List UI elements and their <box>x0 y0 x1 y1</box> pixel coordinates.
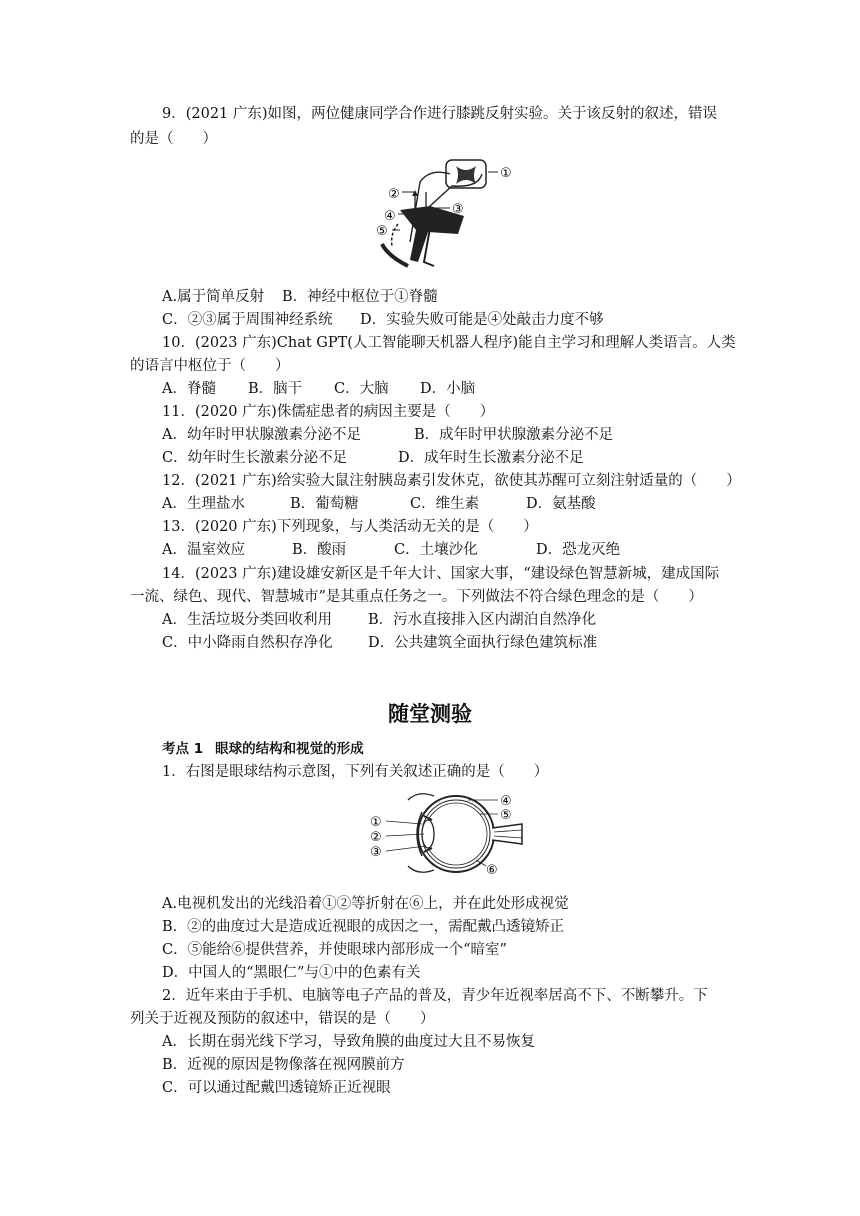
s2-option-b: B．近视的原因是物像落在视网膜前方 <box>162 1057 405 1073</box>
q13-option-c: C．土壤沙化 <box>394 542 478 558</box>
q10-option-d: D．小脑 <box>420 381 476 397</box>
eyeball-structure-figure <box>368 786 528 878</box>
q12-option-c: C．维生素 <box>410 496 480 512</box>
s1-option-c: C．⑤能给⑥提供营养，并使眼球内部形成一个“暗室” <box>162 942 507 958</box>
s2-option-c: C．可以通过配戴凹透镜矫正近视眼 <box>162 1080 391 1096</box>
topic-label: 考点 1 <box>162 741 204 757</box>
s1-figure-label-6: ⑥ <box>486 863 498 878</box>
section-title: 随堂测验 <box>388 702 472 726</box>
topic-text: 眼球的结构和视觉的形成 <box>215 741 364 757</box>
topic-heading <box>162 739 376 759</box>
q9-stem-line2: 的是（ ） <box>130 131 217 147</box>
s1-figure-label-4: ④ <box>500 794 512 809</box>
q12-stem: 12．(2021 广东)给实验大鼠注射胰岛素引发休克，欲使其苏醒可立刻注射适量的（ ） <box>162 473 741 489</box>
q13-stem: 13．(2020 广东)下列现象，与人类活动无关的是（ ） <box>162 519 538 535</box>
q10-option-a: A．脊髓 <box>162 381 216 397</box>
s1-figure-label-3: ③ <box>370 845 382 860</box>
q14-stem-line1: 14．(2023 广东)建设雄安新区是千年大计、国家大事，“建设绿色智慧新城，建成国际 <box>162 566 720 582</box>
q10-option-b: B．脑干 <box>248 381 303 397</box>
q9-figure-label-4: ④ <box>384 209 396 224</box>
s1-figure-label-2: ② <box>370 830 382 845</box>
q11-stem: 11．(2020 广东)侏儒症患者的病因主要是（ ） <box>162 404 495 420</box>
q14-option-a: A．生活垃圾分类回收利用 <box>162 612 332 628</box>
s2-option-a: A．长期在弱光线下学习，导致角膜的曲度过大且不易恢复 <box>162 1034 535 1050</box>
q10-stem-line2: 的语言中枢位于（ ） <box>130 358 290 374</box>
s1-stem: 1．右图是眼球结构示意图，下列有关叙述正确的是（ ） <box>162 764 549 780</box>
q9-stem-line1: 9．(2021 广东)如图，两位健康同学合作进行膝跳反射实验。关于该反射的叙述，错误 <box>162 106 718 122</box>
q14-option-d: D．公共建筑全面执行绿色建筑标准 <box>368 635 598 651</box>
q9-option-d: D．实验失败可能是④处敲击力度不够 <box>360 312 604 328</box>
q10-stem-line1: 10．(2023 广东)Chat GPT(人工智能聊天机器人程序)能自主学习和理解人类语言。人类 <box>162 335 736 351</box>
q14-stem-line2: 一流、绿色、现代、智慧城市”是其重点任务之一。下列做法不符合绿色理念的是（ ） <box>130 589 703 605</box>
q11-option-c: C．幼年时生长激素分泌不足 <box>162 450 348 466</box>
s1-option-b: B．②的曲度过大是造成近视眼的成因之一，需配戴凸透镜矫正 <box>162 919 565 935</box>
q14-option-c: C．中小降雨自然积存净化 <box>162 635 333 651</box>
q11-option-a: A．幼年时甲状腺激素分泌不足 <box>162 427 361 443</box>
q12-option-b: B．葡萄糖 <box>290 496 359 512</box>
q12-option-d: D．氨基酸 <box>526 496 596 512</box>
q9-figure-label-5: ⑤ <box>376 224 388 239</box>
s2-stem-line1: 2．近年来由于手机、电脑等电子产品的普及，青少年近视率居高不下、不断攀升。下 <box>162 988 708 1004</box>
s2-stem-line2: 列关于近视及预防的叙述中，错误的是（ ） <box>130 1011 435 1027</box>
q11-option-b: B．成年时甲状腺激素分泌不足 <box>414 427 614 443</box>
q14-option-b: B．污水直接排入区内湖泊自然净化 <box>368 612 597 628</box>
q13-option-a: A．温室效应 <box>162 542 245 558</box>
s1-option-a: A.电视机发出的光线沿着①②等折射在⑥上，并在此处形成视觉 <box>162 896 569 912</box>
q9-option-a: A.属于简单反射 <box>162 289 265 305</box>
s1-figure-label-1: ① <box>370 815 382 830</box>
q13-option-d: D．恐龙灭绝 <box>536 542 621 558</box>
q10-option-c: C．大脑 <box>334 381 389 397</box>
s1-option-d: D．中国人的“黑眼仁”与①中的色素有关 <box>162 965 421 981</box>
q9-figure-label-1: ① <box>500 166 512 181</box>
q12-option-a: A．生理盐水 <box>162 496 245 512</box>
s1-figure-label-5: ⑤ <box>500 808 512 823</box>
q11-option-d: D．成年时生长激素分泌不足 <box>398 450 584 466</box>
q9-figure-label-2: ② <box>388 187 400 202</box>
q9-figure-label-3: ③ <box>452 202 464 217</box>
q9-option-b: B．神经中枢位于①脊髓 <box>282 289 438 305</box>
knee-jerk-reflex-figure <box>370 152 520 274</box>
q13-option-b: B．酸雨 <box>292 542 347 558</box>
q9-option-c: C．②③属于周围神经系统 <box>162 312 333 328</box>
